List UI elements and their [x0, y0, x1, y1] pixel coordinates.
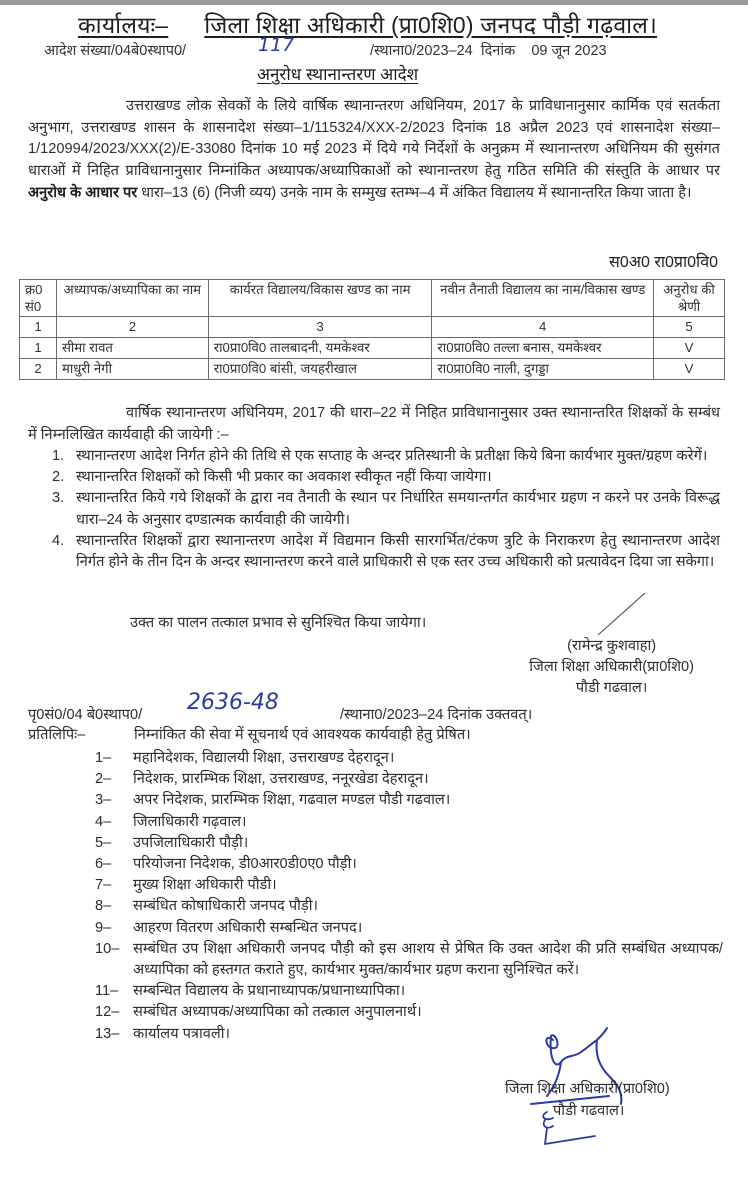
header-current-school: कार्यरत विद्यालय/विकास खण्ड का नाम — [208, 280, 432, 317]
row-teacher-name: माधुरी नेगी — [56, 359, 208, 380]
recipient-text: परियोजना निदेशक, डी0आर0डी0ए0 पौड़ी। — [133, 856, 357, 873]
recipient-text: सम्बंधित कोषाधिकारी जनपद पौड़ी। — [133, 898, 319, 915]
list-item — [95, 854, 723, 875]
row-serial: 2 — [20, 359, 57, 380]
row-new-school: रा0प्रा0वि0 तल्ला बनास, यमकेश्वर — [432, 338, 654, 359]
action-item — [52, 488, 720, 530]
action-number: 2. — [52, 469, 65, 486]
column-number: 3 — [208, 317, 432, 338]
action-text: स्थानान्तरित शिक्षकों को किसी भी प्रकार का अवकाश स्वीकृत नहीं किया जायेगा। — [76, 469, 492, 486]
header-serial: क्र0 सं0 — [20, 280, 57, 317]
order-date: 09 जून 2023 — [531, 43, 607, 59]
office-heading — [78, 8, 657, 40]
recipient-text: कार्यालय पत्रावली। — [133, 1025, 231, 1042]
endorsement-ref-prefix: पृ0सं0/04 बे0स्थाप0/ — [28, 707, 143, 723]
scan-top-edge — [0, 0, 748, 5]
recipient-number: 12– — [95, 1004, 120, 1021]
endorsement-signatory-designation: जिला शिक्षा अधिकारी(प्रा0शि0) — [505, 1081, 670, 1097]
recipient-number: 13– — [95, 1025, 120, 1042]
action-item — [52, 531, 720, 573]
table-column-number-row — [20, 317, 725, 338]
action-item — [52, 467, 720, 488]
action-text: स्थानान्तरण आदेश निर्गत होने की तिथि से एक सप्ताह के अन्दर प्रतिस्थानी के प्रतीक्षा किये बिना कार्यभार मुक्त/ग्रहण करेगें। — [76, 448, 708, 464]
list-item — [95, 812, 723, 833]
action-number: 4. — [52, 532, 65, 549]
recipient-number: 11– — [95, 983, 119, 1000]
action-text: स्थानान्तरित किये गये शिक्षकों के द्वारा नव तैनाती के स्थान पर निर्धारित समयान्तर्गत कार्यभार ग्रहण न करने पर उनके विरूद्ध धारा–24 के अनुसार दण्डात्मक कार्यवाही की जायेगी। — [76, 490, 720, 528]
endorsement-signatory-location: पौडी गढवाल। — [553, 1103, 625, 1119]
row-serial: 1 — [20, 338, 57, 359]
recipient-text: जिलाधिकारी गढ़वाल। — [133, 813, 247, 830]
action-intro-paragraph — [28, 403, 720, 446]
recipient-text: अपर निदेशक, प्रारम्भिक शिक्षा, गढवाल मण्डल पौडी गढवाल। — [133, 792, 451, 809]
intro-text-bold: अनुरोध के आधार पर — [28, 184, 138, 201]
signatory-designation: जिला शिक्षा अधिकारी(प्रा0शि0) — [529, 659, 694, 675]
recipient-text: सम्बंधित अध्यापक/अध्यापिका को तत्काल अनुपालनार्थ। — [133, 1004, 422, 1021]
order-signatory-block — [529, 636, 694, 699]
intro-text-2: धारा–13 (6) (निजी व्यय) उनके नाम के सम्मुख स्तम्भ–4 में अंकित विद्यालय में स्थानान्तरित किया जाता है। — [137, 184, 692, 201]
order-number-prefix: आदेश संख्या/04बे0स्थाप0/ — [44, 43, 187, 59]
order-subject: अनुरोध स्थानान्तरण आदेश — [257, 65, 419, 84]
handwritten-endorsement-number: 2636-48 — [187, 690, 279, 715]
list-item — [95, 748, 723, 769]
recipient-number: 2– — [95, 771, 112, 788]
endorsement-signatory-block — [505, 1078, 670, 1122]
pen-stroke-mark — [590, 590, 650, 640]
row-current-school: रा0प्रा0वि0 बांसी, जयहरीखाल — [208, 359, 432, 380]
recipient-number: 7– — [95, 877, 112, 894]
recipient-number: 4– — [95, 813, 112, 830]
recipient-text: सम्बंधित उप शिक्षा अधिकारी जनपद पौड़ी को इस आशय से प्रेषित कि उक्त आदेश की प्रति सम्बंधित अध्यापक/अध्यापिका को हस्तगत कराते हुए, कार्यभार मुक्त/कार्यभार ग्रहण कराना सुनिश्चित करें। — [133, 940, 723, 979]
order-suffix: /स्थाना0/2023–24 — [370, 43, 473, 59]
action-item — [52, 446, 720, 467]
order-number-suffix — [370, 40, 607, 60]
transfer-table — [19, 279, 725, 380]
action-list — [52, 446, 720, 573]
signatory-location: पौडी गढवाल। — [575, 680, 648, 696]
list-item — [95, 769, 723, 790]
row-request-category: V — [654, 359, 725, 380]
column-number: 1 — [20, 317, 57, 338]
table-header-row — [20, 280, 725, 317]
copy-to-intro: निम्नांकित की सेवा में सूचनार्थ एवं आवश्यक कार्यवाही हेतु प्रेषित। — [134, 727, 471, 743]
school-type-label: स0अ0 रा0प्रा0वि0 — [609, 254, 718, 271]
row-teacher-name: सीमा रावत — [56, 338, 208, 359]
action-intro-text: वार्षिक स्थानान्तरण अधिनियम, 2017 की धारा–22 में निहित प्राविधानानुसार उक्त स्थानान्तरित शिक्षकों के सम्बंध में निम्नलिखित कार्यवाही की जायेगी :– — [28, 405, 720, 443]
recipient-text: महानिदेशक, विद्यालयी शिक्षा, उत्तराखण्ड देहरादून। — [133, 750, 395, 766]
signatory-name: (रामेन्द्र कुशवाहा) — [567, 638, 657, 654]
recipient-text: निदेशक, प्रारम्भिक शिक्षा, उत्तराखण्ड, ननूरखेडा देहरादून। — [133, 771, 429, 788]
list-item — [95, 896, 723, 917]
intro-paragraph — [28, 96, 720, 205]
recipient-number: 10– — [95, 940, 120, 957]
recipient-number: 3– — [95, 792, 112, 809]
column-number: 2 — [56, 317, 208, 338]
header-request-category: अनुरोध की श्रेणी — [654, 280, 725, 317]
compliance-note: उक्त का पालन तत्काल प्रभाव से सुनिश्चित किया जायेगा। — [130, 615, 427, 631]
list-item — [95, 790, 723, 811]
recipient-text: आहरण वितरण अधिकारी सम्बन्धित जनपद। — [133, 919, 363, 936]
recipient-text: उपजिलाधिकारी पौड़ी। — [133, 834, 249, 851]
row-request-category: V — [654, 338, 725, 359]
list-item — [95, 833, 723, 854]
row-current-school: रा0प्रा0वि0 तालबादनी, यमकेश्वर — [208, 338, 432, 359]
header-teacher-name: अध्यापक/अध्यापिका का नाम — [56, 280, 208, 317]
column-number: 4 — [432, 317, 654, 338]
list-item — [95, 918, 723, 939]
recipient-number: 8– — [95, 898, 112, 915]
column-number: 5 — [654, 317, 725, 338]
intro-text-1: उत्तराखण्ड लोक सेवकों के लिये वार्षिक स्थानान्तरण अधिनियम, 2017 के प्राविधानानुसार कार्मिक एवं सतर्कता अनुभाग, उत्तराखण्ड शासन के शासनादेश संख्या–1/115324/XXX-2/2023 दिनांक 18 अप्रैल 2023 एवं शासनादेश संख्या–1/120994/2023/XXX(2)/E-33080 दिनांक 10 मई 2023 में दिये गये निर्देशों के अनुक्रम में स्थानान्तरण अधिनियम की सुसंगत धाराओं में निहित प्राविधानानुसार निम्नांकित अध्यापक/अध्यापिकाओं को स्थानान्तरण हेतु गठित समिति की संस्तुति के आधार पर — [28, 98, 720, 180]
recipient-text: सम्बन्धित विद्यालय के प्रधानाध्यापक/प्रधानाध्यापिका। — [133, 983, 406, 1000]
handwritten-order-number: 117 — [258, 34, 295, 56]
table-row — [20, 359, 725, 380]
endorsement-ref-suffix: /स्थाना0/2023–24 दिनांक उक्तवत्। — [340, 707, 533, 723]
recipient-number: 6– — [95, 856, 112, 873]
date-label: दिनांक — [480, 43, 516, 59]
office-label: कार्यालयः– — [78, 12, 169, 38]
recipient-number: 5– — [95, 834, 112, 851]
list-item — [95, 875, 723, 896]
action-number: 3. — [52, 490, 65, 507]
office-name: जिला शिक्षा अधिकारी (प्रा0शि0) जनपद पौड़ी गढ़वाल। — [204, 12, 658, 38]
table-row — [20, 338, 725, 359]
recipient-number: 1– — [95, 750, 112, 766]
action-number: 1. — [52, 448, 65, 464]
copy-to-label: प्रतिलिपिः– — [28, 727, 86, 743]
recipient-text: मुख्य शिक्षा अधिकारी पौडी। — [133, 877, 277, 894]
row-new-school: रा0प्रा0वि0 नाली, दुगड्डा — [432, 359, 654, 380]
list-item — [95, 939, 723, 981]
list-item — [95, 981, 723, 1002]
header-new-school: नवीन तैनाती विद्यालय का नाम/विकास खण्ड — [432, 280, 654, 317]
recipient-list — [95, 748, 723, 1045]
recipient-number: 9– — [95, 919, 112, 936]
action-text: स्थानान्तरित शिक्षकों द्वारा स्थानान्तरण आदेश में विद्यमान किसी सारगर्भित/टंकण त्रुटि के निराकरण हेतु स्थानान्तरण आदेश निर्गत होने के तीन दिन के अन्दर स्थानान्तरण करने वाले प्राधिकारी से एक स्तर उच्च अधिकारी को प्रत्यावेदन दिया जा सकेगा। — [76, 532, 720, 571]
